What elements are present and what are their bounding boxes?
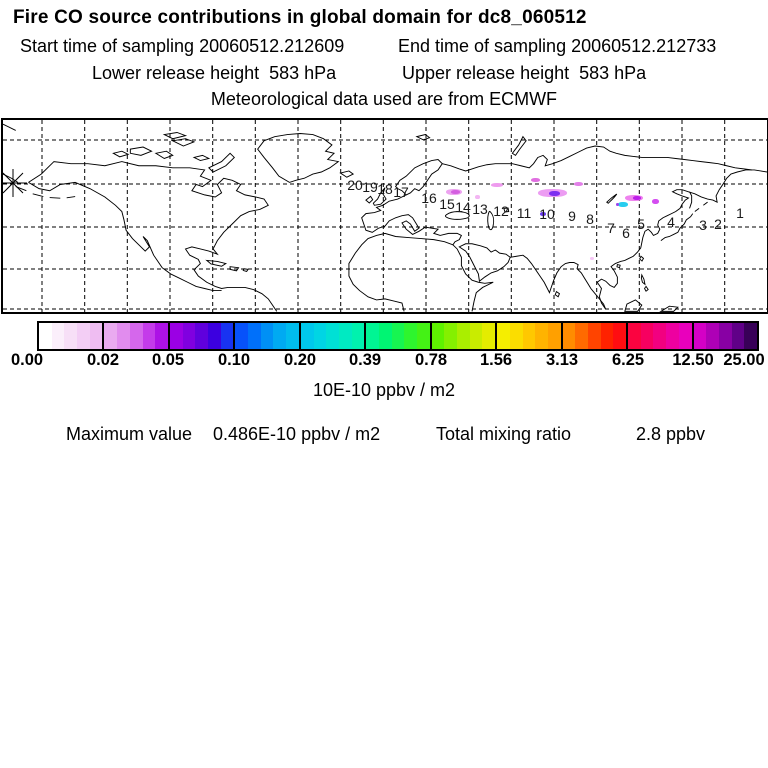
- colorbar-segment: [364, 323, 429, 349]
- colorbar-cell: [301, 323, 314, 349]
- colorbar-cell: [432, 323, 445, 349]
- colorbar-cell: [273, 323, 286, 349]
- colorbar-cell: [261, 323, 274, 349]
- track-point-label: 14: [455, 199, 471, 215]
- track-point-label: 2: [714, 216, 722, 232]
- colorbar-cell: [326, 323, 339, 349]
- colorbar-cell: [679, 323, 692, 349]
- colorbar-cell: [235, 323, 248, 349]
- source-contribution-patch: [491, 183, 503, 187]
- track-point-label: 1: [736, 205, 744, 221]
- max-value-label: Maximum value: [66, 424, 193, 444]
- colorbar-tick-label: 1.56: [479, 351, 513, 369]
- colorbar-cell: [497, 323, 510, 349]
- colorbar-cell: [77, 323, 90, 349]
- colorbar-cell: [143, 323, 156, 349]
- max-value: 0.486E-10 ppbv / m2: [213, 424, 381, 444]
- track-point-label: 12: [493, 203, 509, 219]
- colorbar-cell: [482, 323, 495, 349]
- total-mixing-ratio-label: Total mixing ratio: [436, 424, 572, 444]
- colorbar-tick-label: 0.78: [414, 351, 448, 369]
- colorbar-units-label: 10E-10 ppbv / m2: [312, 380, 456, 400]
- colorbar-cell: [392, 323, 405, 349]
- colorbar-tick-label: 0.00: [10, 351, 44, 369]
- colorbar-tick-label: 0.05: [151, 351, 185, 369]
- colorbar-cell: [64, 323, 77, 349]
- colorbar-cell: [52, 323, 65, 349]
- colorbar-segment: [495, 323, 560, 349]
- colorbar-cell: [548, 323, 561, 349]
- colorbar-cell: [104, 323, 117, 349]
- release-location-marker-icon: [3, 169, 27, 197]
- met-source-label: Meteorological data used are from ECMWF: [210, 89, 558, 109]
- colorbar-cell: [444, 323, 457, 349]
- graticule-layer: [3, 120, 767, 312]
- source-contribution-patch: [451, 190, 460, 194]
- track-point-label: 3: [699, 217, 707, 233]
- source-contribution-patch: [475, 195, 480, 199]
- source-contribution-patch: [633, 196, 641, 200]
- colorbar-cell: [339, 323, 352, 349]
- colorbar-tick-label: 0.39: [348, 351, 382, 369]
- colorbar-cell: [575, 323, 588, 349]
- colorbar-segment: [626, 323, 691, 349]
- track-point-label: 6: [622, 225, 630, 241]
- track-point-label: 4: [667, 214, 675, 230]
- colorbar-cell: [653, 323, 666, 349]
- track-point-label: 7: [607, 220, 615, 236]
- colorbar-cell: [470, 323, 483, 349]
- source-contribution-patch: [590, 257, 594, 260]
- colorbar-cell: [314, 323, 327, 349]
- source-contribution-patch: [574, 182, 583, 186]
- upper-release-label: Upper release height 583 hPa: [402, 63, 647, 83]
- colorbar-tick-label: 12.50: [672, 351, 714, 369]
- colorbar-cell: [613, 323, 626, 349]
- track-point-label: 5: [637, 216, 645, 232]
- colorbar-cell: [195, 323, 208, 349]
- colorbar-cell: [221, 323, 234, 349]
- colorbar-segment: [168, 323, 233, 349]
- track-point-label: 18: [377, 181, 393, 197]
- stats-line: [0, 424, 768, 446]
- source-contribution-patch: [618, 202, 628, 207]
- colorbar-tick-label: 6.25: [611, 351, 645, 369]
- colorbar-cell: [535, 323, 548, 349]
- colorbar-cell: [183, 323, 196, 349]
- colorbar-cell: [379, 323, 392, 349]
- colorbar-cell: [601, 323, 614, 349]
- colorbar-cell: [39, 323, 52, 349]
- track-point-label: 19: [362, 179, 378, 195]
- colorbar-segment: [430, 323, 495, 349]
- colorbar-segment: [692, 323, 757, 349]
- track-point-label: 16: [421, 190, 437, 206]
- colorbar-cell: [155, 323, 168, 349]
- track-point-label: 9: [568, 208, 576, 224]
- colorbar-tick-label: 25.00: [723, 351, 765, 369]
- colorbar-cell: [90, 323, 103, 349]
- colorbar-tick-label: 0.02: [86, 351, 120, 369]
- source-contribution-patch: [531, 178, 540, 182]
- track-point-label: 15: [439, 196, 455, 212]
- colorbar-cell: [352, 323, 365, 349]
- world-map: [1, 118, 768, 314]
- colorbar-cell: [719, 323, 732, 349]
- track-point-label: 10: [539, 206, 555, 222]
- colorbar-cell: [248, 323, 261, 349]
- colorbar-cell: [208, 323, 221, 349]
- colorbar-cell: [404, 323, 417, 349]
- colorbar-segment: [102, 323, 167, 349]
- colorbar-cell: [366, 323, 379, 349]
- colorbar-cell: [694, 323, 707, 349]
- colorbar-segment: [561, 323, 626, 349]
- colorbar-cell: [417, 323, 430, 349]
- track-point-label: 8: [586, 211, 594, 227]
- colorbar-cell: [457, 323, 470, 349]
- colorbar-cell: [628, 323, 641, 349]
- end-time-label: End time of sampling 20060512.212733: [398, 36, 717, 56]
- colorbar-cell: [117, 323, 130, 349]
- colorbar-cell: [588, 323, 601, 349]
- lower-release-label: Lower release height 583 hPa: [92, 63, 337, 83]
- colorbar-cell: [744, 323, 757, 349]
- total-mixing-ratio-value: 2.8 ppbv: [636, 424, 706, 444]
- colorbar-cell: [706, 323, 719, 349]
- colorbar-cell: [130, 323, 143, 349]
- track-point-label: 13: [472, 201, 488, 217]
- colorbar-cell: [510, 323, 523, 349]
- colorbar-tick-label: 0.20: [283, 351, 317, 369]
- colorbar-tick-label: 3.13: [545, 351, 579, 369]
- colorbar-cell: [563, 323, 576, 349]
- track-point-label: 11: [516, 205, 532, 221]
- colorbar-cell: [170, 323, 183, 349]
- colorbar: [37, 321, 759, 351]
- colorbar-cell: [732, 323, 745, 349]
- colorbar-cell: [666, 323, 679, 349]
- colorbar-segment: [39, 323, 102, 349]
- start-time-label: Start time of sampling 20060512.212609: [20, 36, 345, 56]
- page-title: Fire CO source contributions in global domain for dc8_060512: [13, 7, 587, 28]
- colorbar-cell: [286, 323, 299, 349]
- source-contribution-patch: [652, 199, 659, 204]
- source-contribution-patch: [616, 203, 619, 206]
- colorbar-cell: [641, 323, 654, 349]
- track-point-label: 17: [393, 184, 409, 200]
- colorbar-segment: [299, 323, 364, 349]
- colorbar-tick-label: 0.10: [217, 351, 251, 369]
- colorbar-segment: [233, 323, 298, 349]
- track-point-label: 20: [347, 177, 363, 193]
- source-contribution-patch: [549, 191, 560, 196]
- colorbar-tick-labels: [0, 351, 768, 371]
- colorbar-cell: [523, 323, 536, 349]
